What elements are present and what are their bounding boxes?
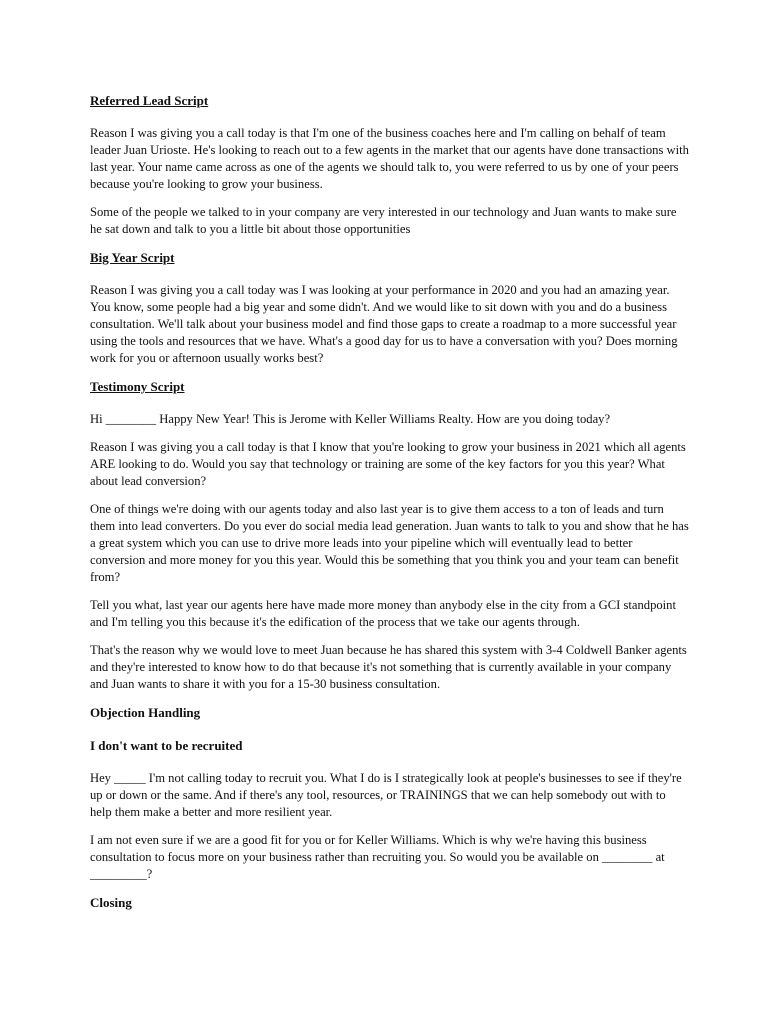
testimony-paragraph-3: One of things we're doing with our agents today and also last year is to give them access to a ton of leads and turn them into lead converters. Do you ever do social media lead generation. Juan wants to talk to you and show that he has a great system which you can use to drive more leads into your pipeline which will eventually lead to better conversion and more money for you this year. Would this be something that you think you and your team can benefit from?	[90, 502, 689, 584]
testimony-paragraph-2: Reason I was giving you a call today is that I know that you're looking to grow your business in 2021 which all agents ARE looking to do. Would you say that technology or training are some of the key factors for you this year? What about lead conversion?	[90, 440, 686, 488]
objection-paragraph-2: I am not even sure if we are a good fit for you or for Keller Williams. Which is why we're having this business consultation to focus more on your business rather than recruiting you. So would you be available on ________ at _________?	[90, 833, 665, 881]
document-page	[90, 92, 690, 927]
referred-lead-heading: Referred Lead Script	[90, 93, 209, 108]
testimony-paragraph-5: That's the reason why we would love to meet Juan because he has shared this system with 3-4 Coldwell Banker agents and they're interested to know how to do that because it's not something that is currently available in your company and Juan wants to share it with you for a 15-30 business consultation.	[90, 643, 687, 691]
objection-paragraph-1: Hey _____ I'm not calling today to recruit you. What I do is I strategically look at people's businesses to see if they're up or down or the same. And if there's any tool, resources, or TRAININGS that we can help somebody out with to help them make a better and more resilient year.	[90, 771, 682, 819]
testimony-paragraph-4: Tell you what, last year our agents here have made more money than anybody else in the city from a GCI standpoint and I'm telling you this because it's the edification of the process that we take our agents through.	[90, 598, 676, 629]
testimony-heading: Testimony Script	[90, 379, 185, 394]
big-year-heading: Big Year Script	[90, 250, 175, 265]
objection-subheading: I don't want to be recruited	[90, 738, 243, 753]
testimony-paragraph-1: Hi ________ Happy New Year! This is Jerome with Keller Williams Realty. How are you doing today?	[90, 412, 611, 426]
objection-handling-heading: Objection Handling	[90, 705, 201, 720]
big-year-paragraph-1: Reason I was giving you a call today was I was looking at your performance in 2020 and you had an amazing year. You know, some people had a big year and some didn't. And we would like to sit down with you and do a business consultation. We'll talk about your business model and find those gaps to create a roadmap to a more successful year using the tools and resources that we have. What's a good day for us to have a conversation with you? Does morning work for you or afternoon usually works best?	[90, 283, 678, 365]
referred-lead-paragraph-2: Some of the people we talked to in your company are very interested in our technology and Juan wants to make sure he sat down and talk to you a little bit about those opportunities	[90, 205, 677, 236]
closing-heading: Closing	[90, 895, 132, 910]
referred-lead-paragraph-1: Reason I was giving you a call today is that I'm one of the business coaches here and I'm calling on behalf of team leader Juan Urioste. He's looking to reach out to a few agents in the market that our agents have done transactions with last year. Your name came across as one of the agents we should talk to, you were referred to us by one of your peers because you're looking to grow your business.	[90, 126, 689, 191]
